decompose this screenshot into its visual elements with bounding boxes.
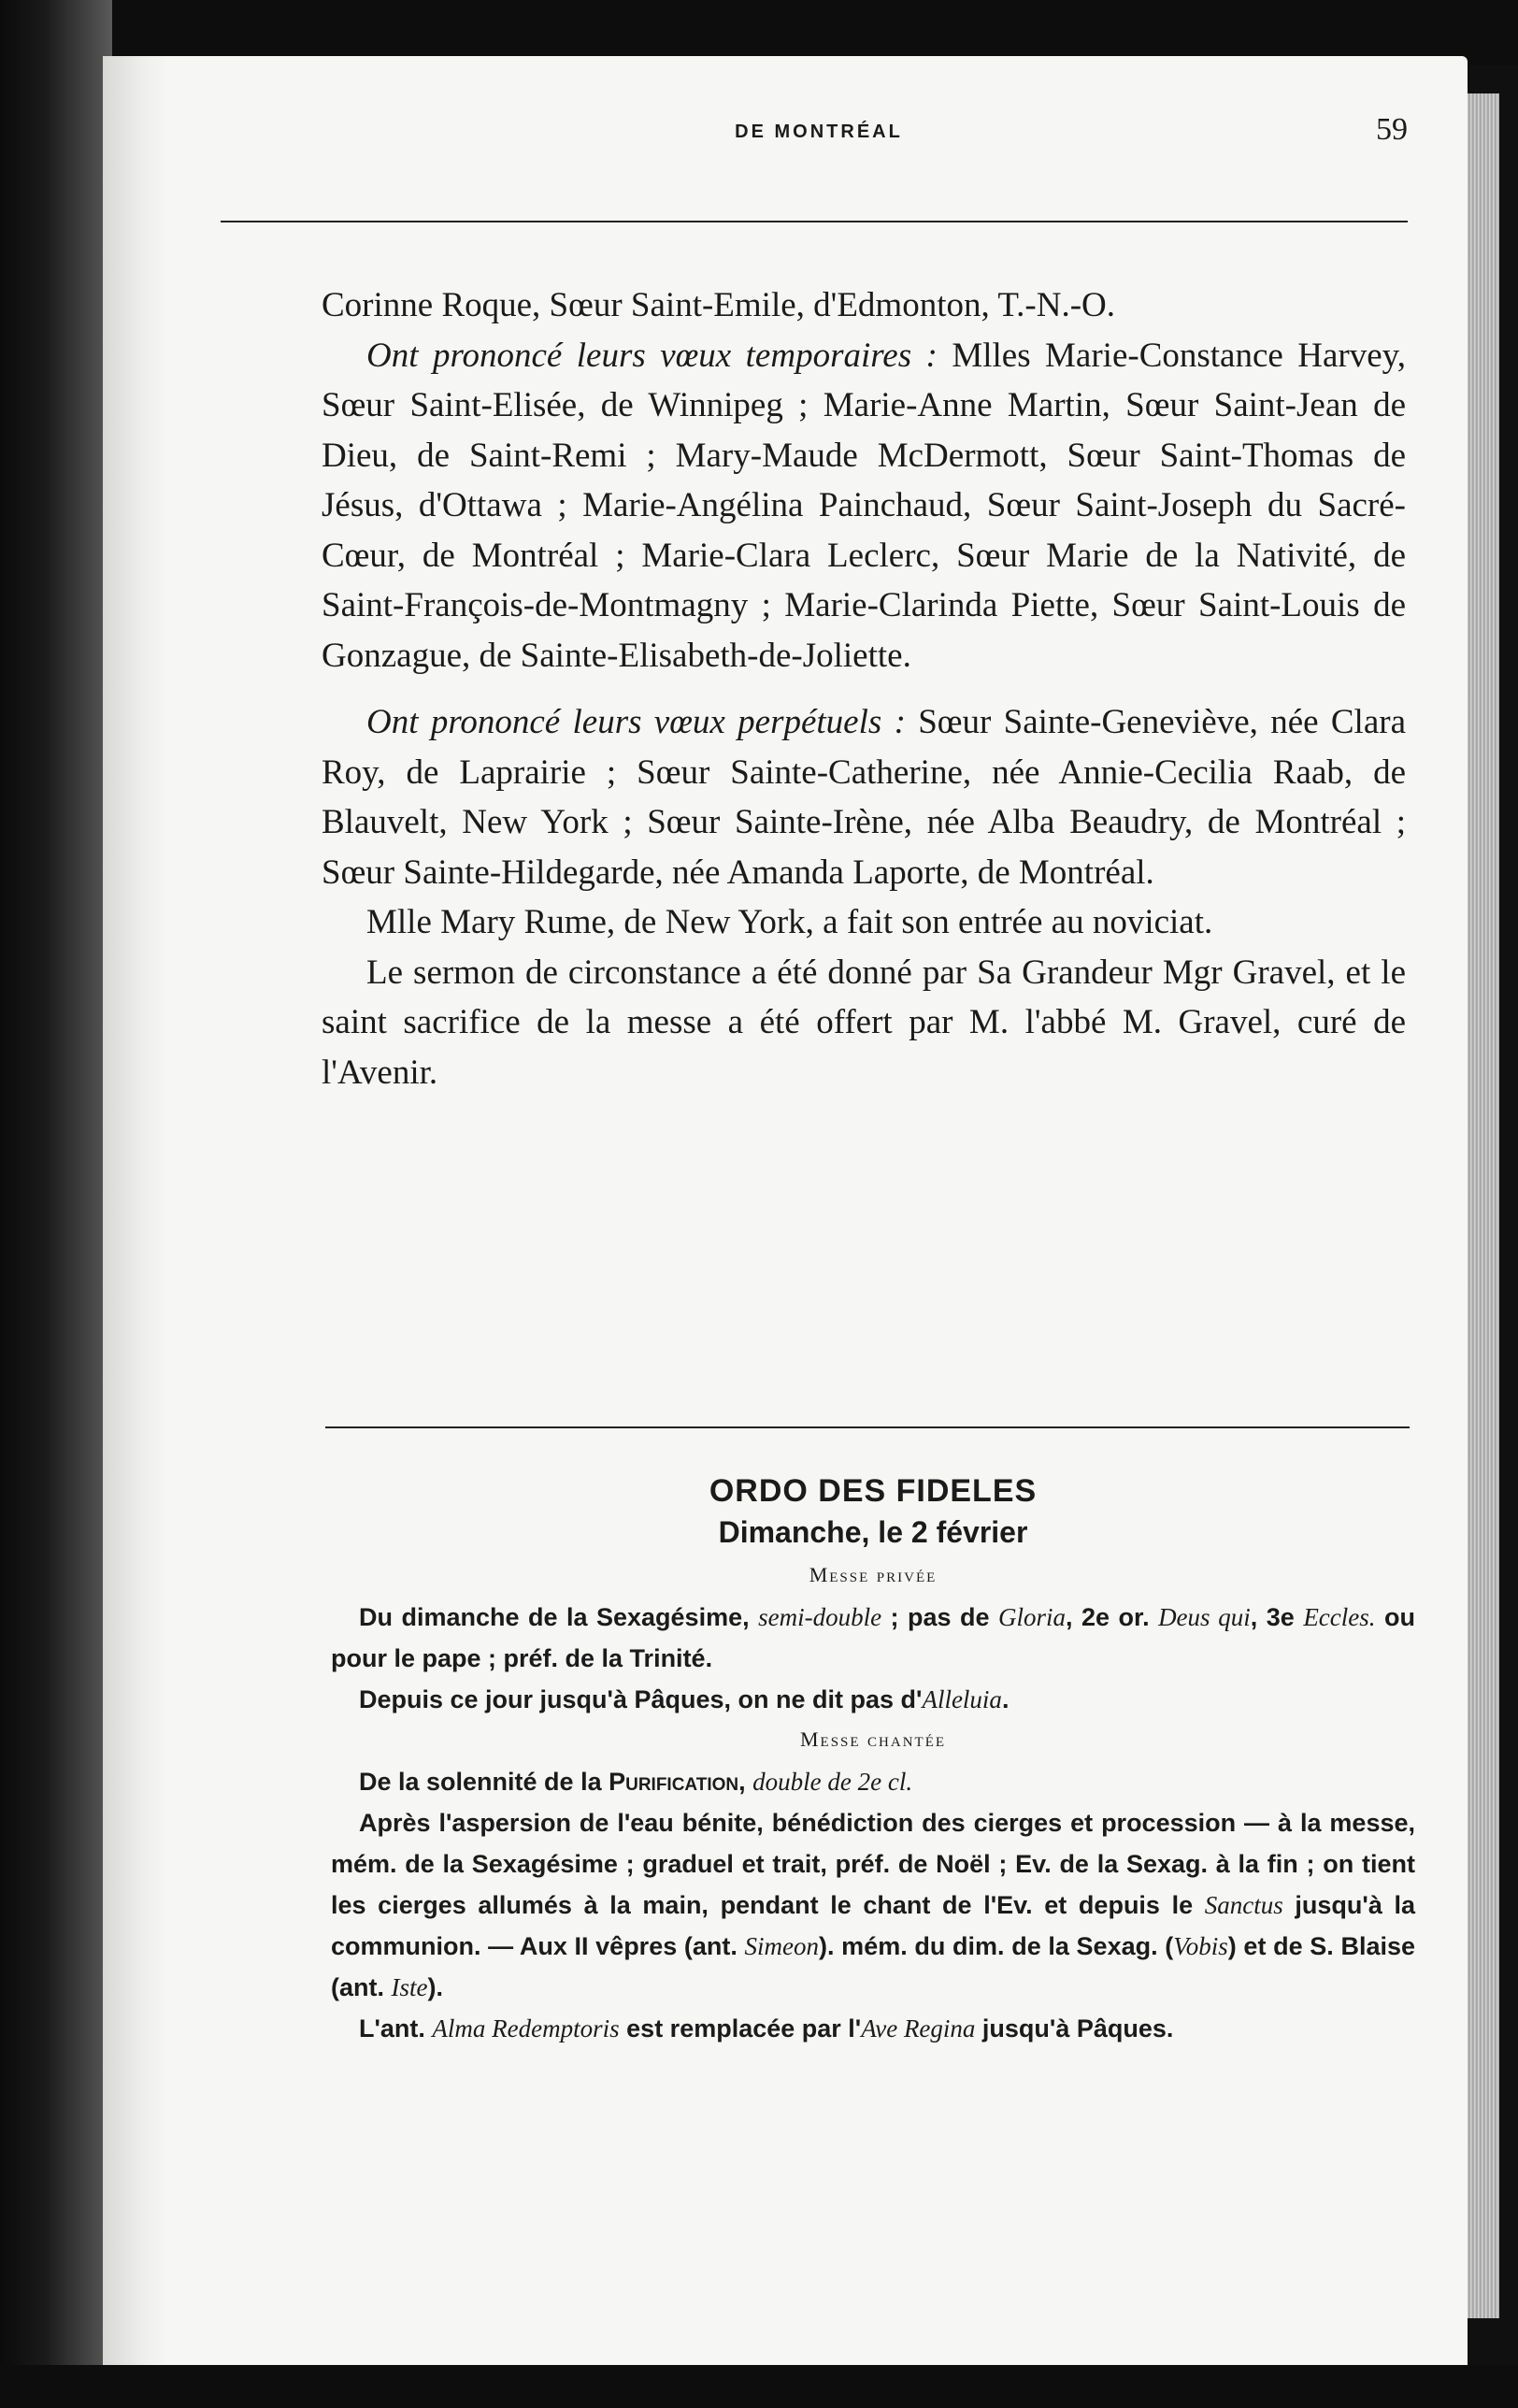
messe-chantee-para-3 — [331, 2008, 1415, 2049]
page-number: 59 — [1376, 112, 1408, 147]
text-run: ou pour le pape ; préf. de la Trinité. — [331, 1603, 1415, 1672]
italic-run: Gloria — [998, 1603, 1067, 1631]
text-run: De la solennité de la — [359, 1768, 609, 1796]
page-gutter — [103, 56, 168, 2365]
ordo-section — [331, 1464, 1415, 2049]
messe-privee-line-2 — [331, 1679, 1415, 1720]
text-run: . — [1001, 1685, 1010, 1713]
italic-run: Alma Redemptoris — [432, 2014, 620, 2042]
smallcaps-run: Purification — [609, 1768, 739, 1796]
paragraph-2-lead: Ont prononcé leurs vœux temporaires : — [366, 336, 938, 375]
italic-run: Deus qui — [1158, 1603, 1251, 1631]
main-text — [322, 280, 1406, 1097]
paragraph-2-text: Mlles Marie-Constance Harvey, Sœur Saint-Elisée, de Winnipeg ; Marie-Anne Martin, Sœur Saint-Jean de Dieu, de Saint-Remi ; Mary-Maude McDermott, Sœur Saint-Thomas de Jésus, d'Ottawa ; Marie-Angélina Painchaud, Sœur Saint-Joseph du Sacré-Cœur, de Montréal ; Marie-Clara Leclerc, Sœur Marie de la Nativité, de Saint-François-de-Montmagny ; Marie-Clarinda Piette, Sœur Saint-Louis de Gonzague, de Sainte-Elisabeth-de-Joliette. — [322, 336, 1406, 675]
scan-border-bottom — [0, 2365, 1518, 2408]
italic-run: Ave Regina — [861, 2014, 976, 2042]
ordo-title: ORDO DES FIDELES — [709, 1473, 1038, 1509]
italic-run: Sanctus — [1204, 1891, 1283, 1919]
text-run: Du dimanche de la Sexagésime, — [359, 1603, 759, 1631]
paragraph-1: Corinne Roque, Sœur Saint-Emile, d'Edmonton, T.-N.-O. — [322, 286, 1116, 324]
header-rule — [221, 221, 1408, 222]
paragraph-3-text: Sœur Sainte-Geneviève, née Clara Roy, de Laprairie ; Sœur Sainte-Catherine, née Annie-Cecilia Raab, de Blauvelt, New York ; Sœur Sainte-Irène, née Alba Beaudry, de Montréal ; Sœur Sainte-Hildegarde, née Amanda Laporte, de Montréal. — [322, 703, 1406, 892]
text-run: , 2e or. — [1066, 1603, 1159, 1631]
scan-border-left — [0, 0, 112, 2408]
italic-run: Eccles. — [1303, 1603, 1376, 1631]
page-edges — [1468, 93, 1499, 2318]
text-run: L'ant. — [359, 2014, 433, 2042]
messe-chantee-heading: Messe chantée — [799, 1727, 947, 1751]
paragraph-2 — [322, 331, 1406, 681]
text-run: , — [738, 1768, 753, 1796]
text-run: jusqu'à la communion. — Aux II vêpres (ant. — [331, 1891, 1416, 1960]
text-run: Après l'aspersion de l'eau bénite, bénédiction des cierges et procession — à la messe, mém. de la Sexagésime ; graduel et trait, préf. de Noël ; Ev. de la Sexag. à la fin ; on tient les cierges allumés à la main, pendant le chant de l'Ev. et depuis le — [331, 1809, 1415, 1919]
text-run: est remplacée par l' — [619, 2014, 862, 2042]
text-run: Depuis ce jour jusqu'à Pâques, on ne dit pas d' — [359, 1685, 923, 1713]
running-title: DE MONTRÉAL — [735, 122, 903, 142]
ordo-date: Dimanche, le 2 février — [718, 1515, 1028, 1549]
text-run: ) et de S. Blaise (ant. — [331, 1932, 1416, 2001]
messe-chantee-line-1 — [331, 1761, 1415, 1802]
paragraph-4: Mlle Mary Rume, de New York, a fait son entrée au noviciat. — [366, 903, 1213, 941]
italic-run: double de 2e cl. — [752, 1768, 913, 1796]
text-run: , 3e — [1250, 1603, 1304, 1631]
text-run: ). — [427, 1973, 443, 2001]
italic-run: Iste — [391, 1973, 428, 2001]
book-page — [103, 56, 1468, 2365]
italic-run: Simeon — [744, 1932, 820, 1960]
paragraph-3-lead: Ont prononcé leurs vœux perpétuels : — [366, 703, 906, 741]
messe-privee-heading: Messe privée — [809, 1563, 938, 1586]
paragraph-spacer — [322, 681, 1406, 697]
section-rule — [325, 1426, 1410, 1428]
italic-run: Alleluia — [922, 1685, 1002, 1713]
page-content — [221, 93, 1417, 2042]
running-head — [221, 93, 1417, 150]
text-run: ; pas de — [881, 1603, 999, 1631]
italic-run: Vobis — [1173, 1932, 1228, 1960]
messe-privee-line-1 — [331, 1597, 1415, 1679]
messe-chantee-para-2 — [331, 1802, 1415, 2008]
text-run: ). mém. du dim. de la Sexag. ( — [819, 1932, 1174, 1960]
italic-run: semi-double — [758, 1603, 882, 1631]
paragraph-5: Le sermon de circonstance a été donné par Sa Grandeur Mgr Gravel, et le saint sacrifice de la messe a été offert par M. l'abbé M. Gravel, curé de l'Avenir. — [322, 953, 1406, 1092]
text-run: jusqu'à Pâques. — [975, 2014, 1174, 2042]
paragraph-3 — [322, 697, 1406, 897]
